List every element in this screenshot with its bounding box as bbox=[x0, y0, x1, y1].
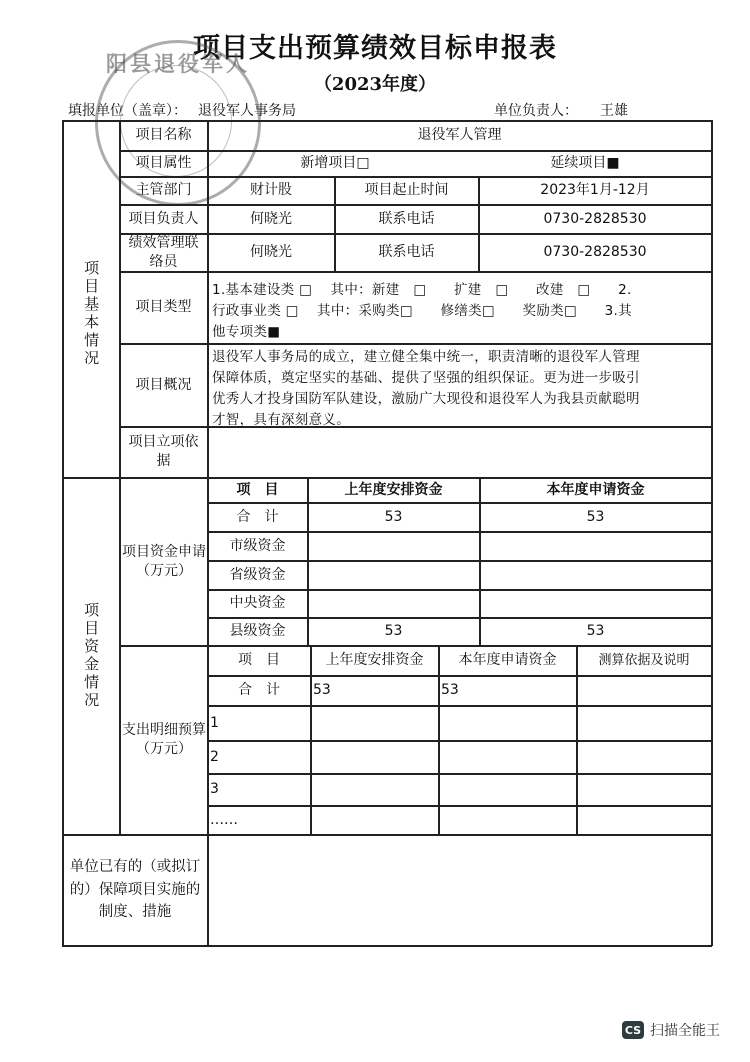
overview-value bbox=[212, 347, 708, 431]
fund-row-label: 县级资金 bbox=[229, 623, 286, 640]
section-funds: 项目资金情况 bbox=[82, 602, 101, 710]
liaison-value: 何晓光 bbox=[250, 244, 292, 261]
type-value bbox=[212, 280, 708, 343]
phone-value: 0730-2828530 bbox=[543, 210, 647, 227]
basis-label: 项目立项依据 bbox=[128, 434, 199, 469]
phone-label: 联系电话 bbox=[378, 210, 435, 227]
official-seal: 阳县退役军人 bbox=[95, 40, 261, 206]
overview-line-1: 退役军人事务局的成立，建立健全集中统一，职责清晰的退役军人管理 bbox=[212, 349, 640, 365]
owner-label: 项目负责人 bbox=[128, 210, 199, 227]
fund-row-this: 53 bbox=[586, 508, 605, 525]
camscanner-icon: CS bbox=[622, 1021, 644, 1039]
attr-new: 新增项目□ bbox=[300, 155, 370, 172]
type-line-2: 行政事业类 □ 其中：采购类□ 修缮类□ 奖励类□ 3.其 bbox=[212, 302, 632, 319]
d-col-basis: 测算依据及说明 bbox=[598, 652, 690, 668]
name-value: 退役军人管理 bbox=[417, 127, 502, 144]
page-title: 项目支出预算绩效目标申报表 bbox=[193, 33, 557, 64]
fund-row-label: 省级资金 bbox=[229, 566, 286, 583]
detail-label: 支出明细预算（万元） bbox=[122, 722, 206, 757]
dept-value: 财计股 bbox=[250, 182, 292, 199]
period-value: 2023年1月-12月 bbox=[540, 182, 650, 199]
fund-row-last bbox=[308, 561, 479, 589]
fund-row-this bbox=[480, 590, 711, 617]
scanner-name: 扫描全能王 bbox=[650, 1023, 720, 1039]
d-col-this: 本年度申请资金 bbox=[458, 652, 557, 669]
head-label: 单位负责人： bbox=[494, 103, 578, 119]
page-year: （2023年度） bbox=[313, 74, 437, 95]
dept-label: 主管部门 bbox=[135, 182, 192, 199]
d-total-last: 53 bbox=[313, 682, 331, 699]
fund-row-this: 53 bbox=[586, 623, 605, 640]
phone2-value: 0730-2828530 bbox=[543, 244, 647, 261]
name-label: 项目名称 bbox=[135, 127, 192, 144]
fund-row-label: 中央资金 bbox=[229, 595, 286, 612]
fund-row-this bbox=[480, 532, 711, 560]
overview-label: 项目概况 bbox=[135, 376, 192, 393]
owner-value: 何晓光 bbox=[250, 210, 292, 227]
type-line-3: 他专项类■ bbox=[212, 323, 281, 340]
detail-row: 1 bbox=[210, 714, 219, 731]
unit-label: 填报单位（盖章）： bbox=[68, 103, 187, 119]
measures-label: 单位已有的（或拟订的）保障项目实施的制度、措施 bbox=[69, 859, 201, 921]
phone2-label: 联系电话 bbox=[378, 244, 435, 261]
unit-value: 退役军人事务局 bbox=[198, 103, 296, 119]
fund-row-last bbox=[308, 532, 479, 560]
d-total-this: 53 bbox=[441, 682, 459, 699]
liaison-label: 绩效管理联络员 bbox=[128, 234, 199, 270]
section-basic: 项目基本情况 bbox=[82, 259, 101, 368]
d-col-item: 项 目 bbox=[238, 652, 280, 669]
fund-row-label: 市级资金 bbox=[229, 537, 286, 554]
head-value: 王雄 bbox=[600, 103, 628, 119]
measures-value bbox=[212, 836, 708, 944]
detail-row: 3 bbox=[210, 781, 219, 798]
attr-continued: 延续项目■ bbox=[550, 155, 620, 172]
col-item: 项 目 bbox=[236, 481, 279, 498]
d-total-label: 合 计 bbox=[238, 682, 280, 699]
fund-row-last bbox=[308, 590, 479, 617]
apply-label: 项目资金申请（万元） bbox=[122, 543, 206, 579]
overview-line-4: 才智，具有深刻意义。 bbox=[212, 411, 350, 428]
col-this-year: 本年度申请资金 bbox=[546, 481, 645, 498]
fund-row-label: 合 计 bbox=[236, 508, 279, 525]
basis-value bbox=[212, 427, 708, 477]
overview-line-3: 优秀人才投身国防军队建设，激励广大现役和退役军人为我县贡献聪明 bbox=[212, 390, 640, 407]
fund-row-last: 53 bbox=[384, 508, 403, 525]
fund-row-this bbox=[480, 561, 711, 589]
detail-row: 2 bbox=[210, 748, 219, 765]
attr-label: 项目属性 bbox=[135, 155, 192, 172]
overview-line-2: 保障体质，奠定坚实的基础、提供了坚强的组织保证。更为进一步吸引 bbox=[212, 369, 640, 386]
detail-row: …… bbox=[210, 811, 238, 828]
type-line-1: 1.基本建设类 □ 其中：新建 □ 扩建 □ 改建 □ 2. bbox=[212, 282, 632, 298]
type-label: 项目类型 bbox=[135, 299, 192, 316]
fund-row-last: 53 bbox=[384, 623, 403, 640]
scanner-watermark bbox=[622, 1020, 720, 1040]
period-label: 项目起止时间 bbox=[364, 182, 449, 199]
d-col-last: 上年度安排资金 bbox=[325, 652, 424, 669]
col-last-year: 上年度安排资金 bbox=[344, 481, 443, 498]
